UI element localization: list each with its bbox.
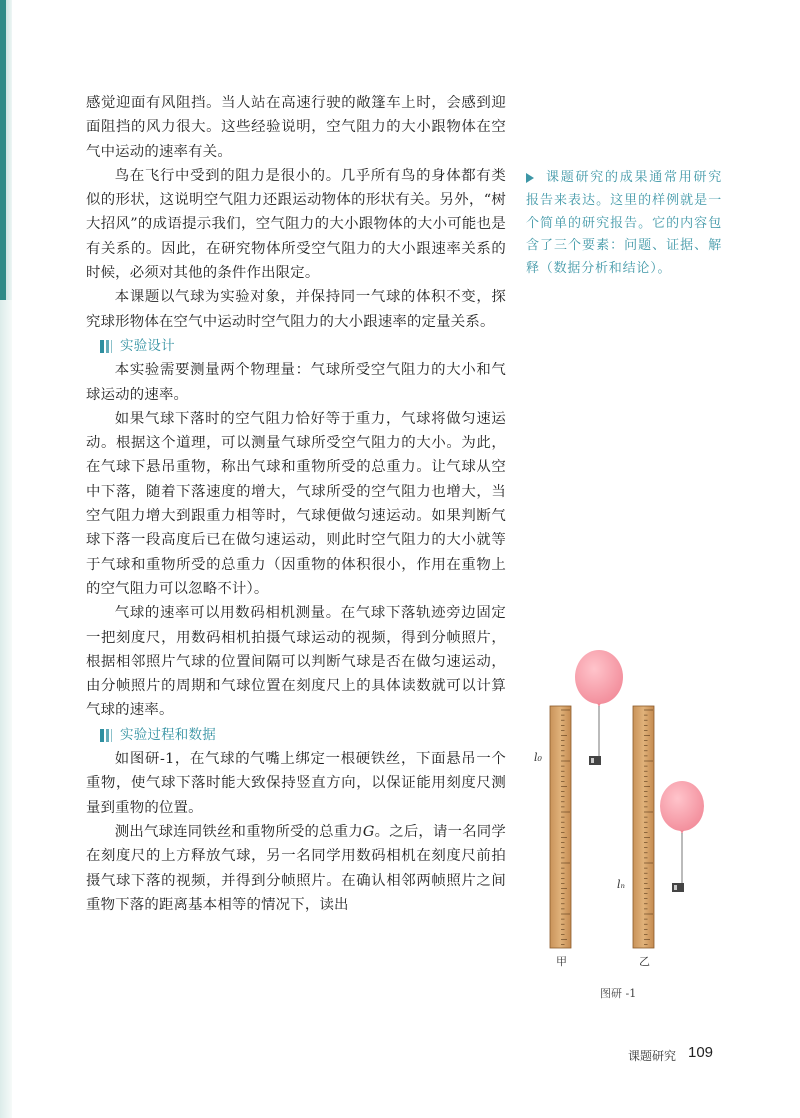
paragraph-8-part-a: 测出气球连同铁丝和重物所受的总重力 xyxy=(114,823,363,840)
paragraph-4: 本实验需要测量两个物理量：气球所受空气阻力的大小和气球运动的速率。 xyxy=(86,362,506,403)
variable-g: G xyxy=(362,823,375,840)
paragraph-3: 本课题以气球为实验对象，并保持同一气球的体积不变，探究球形物体在空气中运动时空气阻力的大小跟速率的定量关系。 xyxy=(86,289,506,330)
section-heading-text: 实验设计 xyxy=(120,337,175,354)
ruler-right xyxy=(633,706,654,948)
paragraph-6: 气球的速率可以用数码相机测量。在气球下落轨迹旁边固定一把刻度尺，用数码相机拍摄气球运动的视频，得到分帧照片，根据相邻照片气球的位置间隔可以判断气球是否在做匀速运动，由分帧照片的周期和气球位置在刻度尺上的具体读数就可以计算气球的速率。 xyxy=(86,605,506,719)
figure-balloon-rulers xyxy=(520,640,730,1000)
label-l0: l₀ xyxy=(534,751,542,764)
figure-drawing xyxy=(520,640,730,1000)
main-text-column xyxy=(86,91,506,917)
paragraph-1: 感觉迎面有风阻挡。当人站在高速行驶的敞篷车上时，会感到迎面阻挡的风力很大。这些经验说明，空气阻力的大小跟物体在空气中运动的速率有关。 xyxy=(86,95,506,160)
margin-note xyxy=(526,167,722,281)
section-heading-text: 实验过程和数据 xyxy=(120,726,216,743)
footer-section-title: 课题研究 xyxy=(628,1049,677,1063)
paragraph-5: 如果气球下落时的空气阻力恰好等于重力，气球将做匀速运动。根据这个道理，可以测量气球所受空气阻力的大小。为此，在气球下悬吊重物，称出气球和重物所受的总重力。让气球从空中下落，随着下落速度的增大，气球所受的空气阻力也增大，当空气阻力增大到跟重力相等时，气球便做匀速运动。如果判断气球下落一段高度后已在做匀速运动，则此时空气阻力的大小就等于气球和重物所受的总重力（因重物的体积很小，作用在重物上的空气阻力可以忽略不计）。 xyxy=(86,410,506,597)
label-jia: 甲 xyxy=(556,955,567,968)
ruler-left xyxy=(550,706,571,948)
paragraph-7: 如图研-1，在气球的气嘴上绑定一根硬铁丝，下面悬吊一个重物，使气球下落时能大致保持竖直方向，以保证能用刻度尺测量到重物的位置。 xyxy=(86,751,506,816)
section-heading-design xyxy=(86,334,506,358)
balloon-left xyxy=(575,650,623,765)
paragraph-8 xyxy=(86,820,506,917)
triangle-marker-icon xyxy=(526,173,534,183)
paragraph-8-part-b: 。之后，请一名同学在刻度尺的上方释放气球，另一名同学用数码相机在刻度尺前拍摄气球下落的视频，并得到分帧照片。在确认相邻两帧照片之间重物下落的距离基本相等的情况下，读出 xyxy=(86,823,506,913)
label-ln: lₙ xyxy=(617,878,625,891)
margin-note-text: 课题研究的成果通常用研究报告来表达。这里的样例就是一个简单的研究报告。它的内容包含了三个要素：问题、证据、解释（数据分析和结论）。 xyxy=(526,170,722,277)
heading-bar-icon xyxy=(100,340,112,353)
page-number: 109 xyxy=(688,1044,714,1061)
figure-caption: 图研 -1 xyxy=(600,987,637,1000)
paragraph-2: 鸟在飞行中受到的阻力是很小的。几乎所有鸟的身体都有类似的形状，这说明空气阻力还跟运动物体的形状有关。另外，“树大招风”的成语提示我们，空气阻力的大小跟物体的大小可能也是有关系的。因此，在研究物体所受空气阻力的大小跟速率关系的时候，必须对其他的条件作出限定。 xyxy=(86,167,506,282)
page-edge-bar xyxy=(0,0,12,1118)
balloon-right xyxy=(660,781,704,892)
heading-bar-icon xyxy=(100,729,112,742)
label-yi: 乙 xyxy=(639,955,650,968)
section-heading-process xyxy=(86,723,506,747)
